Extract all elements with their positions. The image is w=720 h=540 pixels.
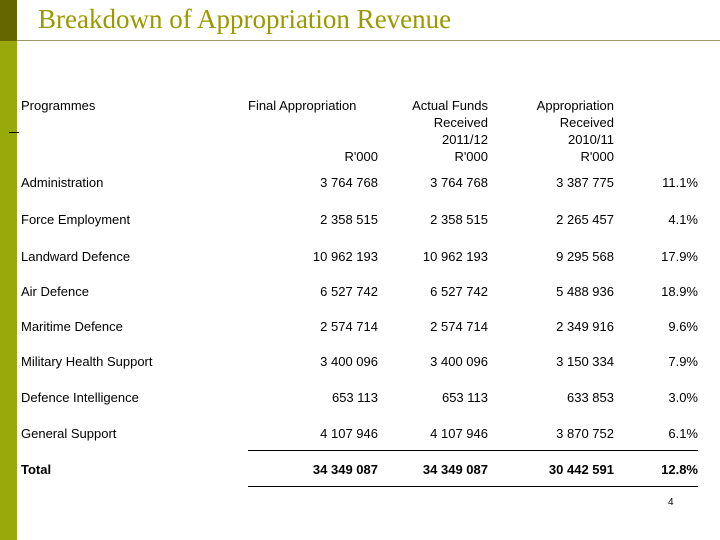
header-final-unit: R'000 [344, 149, 378, 164]
prior-received-value: 3 870 752 [556, 426, 614, 441]
header-prior-line3: 2010/11 [567, 132, 614, 147]
actual-funds-value: 3 400 096 [430, 354, 488, 369]
prior-received-value: 3 150 334 [556, 354, 614, 369]
actual-funds-value: 4 107 946 [430, 426, 488, 441]
page-number: 4 [668, 497, 674, 508]
sidebar-accent [0, 41, 17, 540]
final-appropriation-value: 6 527 742 [320, 284, 378, 299]
change-percent: 4.1% [668, 212, 698, 227]
change-percent: 6.1% [668, 426, 698, 441]
actual-funds-value: 653 113 [441, 390, 488, 405]
change-percent: 17.9% [661, 249, 698, 264]
total-final-appropriation: 34 349 087 [312, 462, 378, 477]
programme-name: Defence Intelligence [21, 390, 139, 405]
actual-funds-value: 2 358 515 [430, 212, 488, 227]
header-actual-line1: Actual Funds [412, 98, 488, 113]
total-bottom-rule [248, 486, 698, 487]
actual-funds-value: 10 962 193 [422, 249, 488, 264]
programme-name: General Support [21, 426, 117, 441]
change-percent: 9.6% [668, 319, 698, 334]
prior-received-value: 2 265 457 [556, 212, 614, 227]
header-actual-line3: 2011/12 [441, 132, 488, 147]
prior-received-value: 9 295 568 [556, 249, 614, 264]
sidebar-accent-top [0, 0, 17, 41]
header-actual-line2: Received [433, 115, 488, 130]
programme-name: Force Employment [21, 212, 131, 227]
change-percent: 7.9% [668, 354, 698, 369]
prior-received-value: 5 488 936 [556, 284, 614, 299]
final-appropriation-value: 3 764 768 [320, 175, 378, 190]
final-appropriation-value: 3 400 096 [320, 354, 378, 369]
actual-funds-value: 3 764 768 [430, 175, 488, 190]
programme-name: Air Defence [21, 284, 89, 299]
prior-received-value: 3 387 775 [556, 175, 614, 190]
final-appropriation-value: 2 574 714 [320, 319, 378, 334]
total-prior-received: 30 442 591 [548, 462, 614, 477]
actual-funds-value: 6 527 742 [430, 284, 488, 299]
header-dash [9, 132, 19, 133]
total-label: Total [21, 462, 52, 477]
prior-received-value: 633 853 [567, 390, 614, 405]
final-appropriation-value: 4 107 946 [320, 426, 378, 441]
programme-name: Maritime Defence [21, 319, 123, 334]
title-divider [17, 40, 720, 41]
change-percent: 11.1% [662, 175, 698, 190]
total-top-rule [248, 450, 698, 451]
final-appropriation-value: 2 358 515 [320, 212, 378, 227]
final-appropriation-value: 653 113 [331, 390, 378, 405]
header-prior-line2: Received [559, 115, 614, 130]
final-appropriation-value: 10 962 193 [312, 249, 378, 264]
programme-name: Landward Defence [21, 249, 131, 264]
programme-name: Administration [21, 175, 104, 190]
total-actual-funds: 34 349 087 [422, 462, 488, 477]
change-percent: 18.9% [661, 284, 698, 299]
prior-received-value: 2 349 916 [556, 319, 614, 334]
actual-funds-value: 2 574 714 [430, 319, 488, 334]
header-final-appropriation: Final Appropriation [248, 98, 357, 113]
total-change-percent: 12.8% [661, 462, 698, 477]
slide-title: Breakdown of Appropriation Revenue [38, 4, 452, 34]
header-prior-line1: Appropriation [536, 98, 614, 113]
header-actual-line4: R'000 [454, 149, 488, 164]
programme-name: Military Health Support [21, 354, 153, 369]
header-prior-line4: R'000 [580, 149, 614, 164]
change-percent: 3.0% [668, 390, 698, 405]
header-programmes: Programmes [21, 98, 96, 113]
